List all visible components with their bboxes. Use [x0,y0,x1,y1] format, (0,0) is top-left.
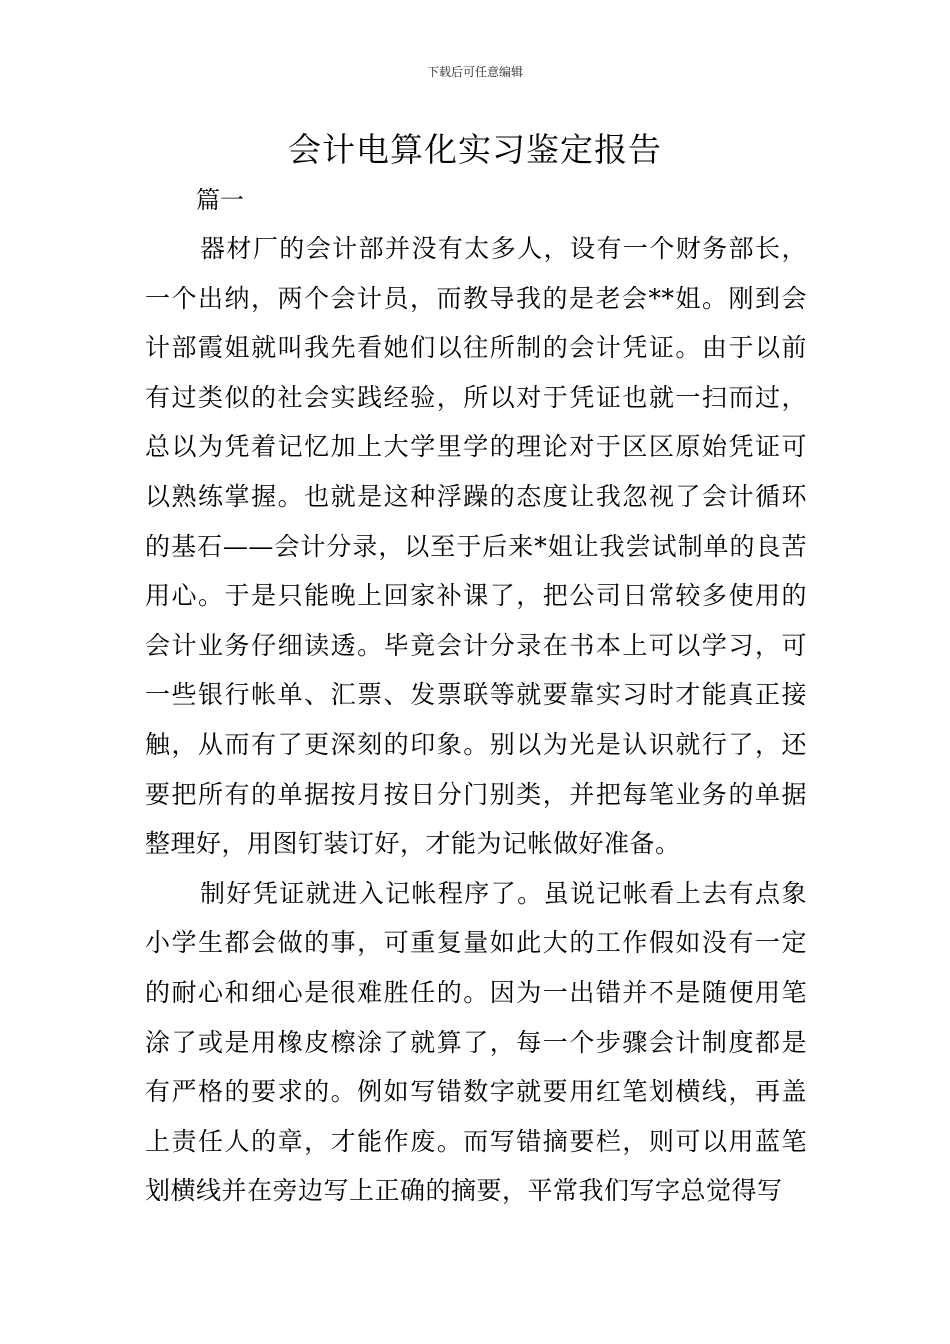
document-title: 会计电算化实习鉴定报告 [288,130,662,169]
paragraph-1: 器材厂的会计部并没有太多人，设有一个财务部长，一个出纳，两个会计员，而教导我的是老会**姐。刚到会计部霞姐就叫我先看她们以往所制的会计凭证。由于以前有过类似的社会实践经验，所以对于凭证也就一扫而过，总以为凭着记忆加上大学里学的理论对于区区原始凭证可以熟练掌握。也就是这种浮躁的态度让我忽视了会计循环的基石——会计分录，以至于后来*姐让我尝试制单的良苦用心。于是只能晚上回家补课了，把公司日常较多使用的会计业务仔细读透。毕竟会计分录在书本上可以学习，可一些银行帐单、汇票、发票联等就要靠实习时才能真正接触，从而有了更深刻的印象。别以为光是认识就行了，还要把所有的单据按月按日分门别类，并把每笔业务的单据整理好，用图钉装订好，才能为记帐做好准备。 [145,234,807,859]
section-label: 篇一 [196,186,244,214]
paragraph-2: 制好凭证就进入记帐程序了。虽说记帐看上去有点象小学生都会做的事，可重复量如此大的工作假如没有一定的耐心和细心是很难胜任的。因为一出错并不是随便用笔涂了或是用橡皮檫涂了就算了，每一个步骤会计制度都是有严格的要求的。例如写错数字就要用红笔划横线，再盖上责任人的章，才能作废。而写错摘要栏，则可以用蓝笔划横线并在旁边写上正确的摘要，平常我们写字总觉得写 [145,878,807,1206]
header-note: 下载后可任意编辑 [426,65,523,79]
body-text [145,224,807,1216]
